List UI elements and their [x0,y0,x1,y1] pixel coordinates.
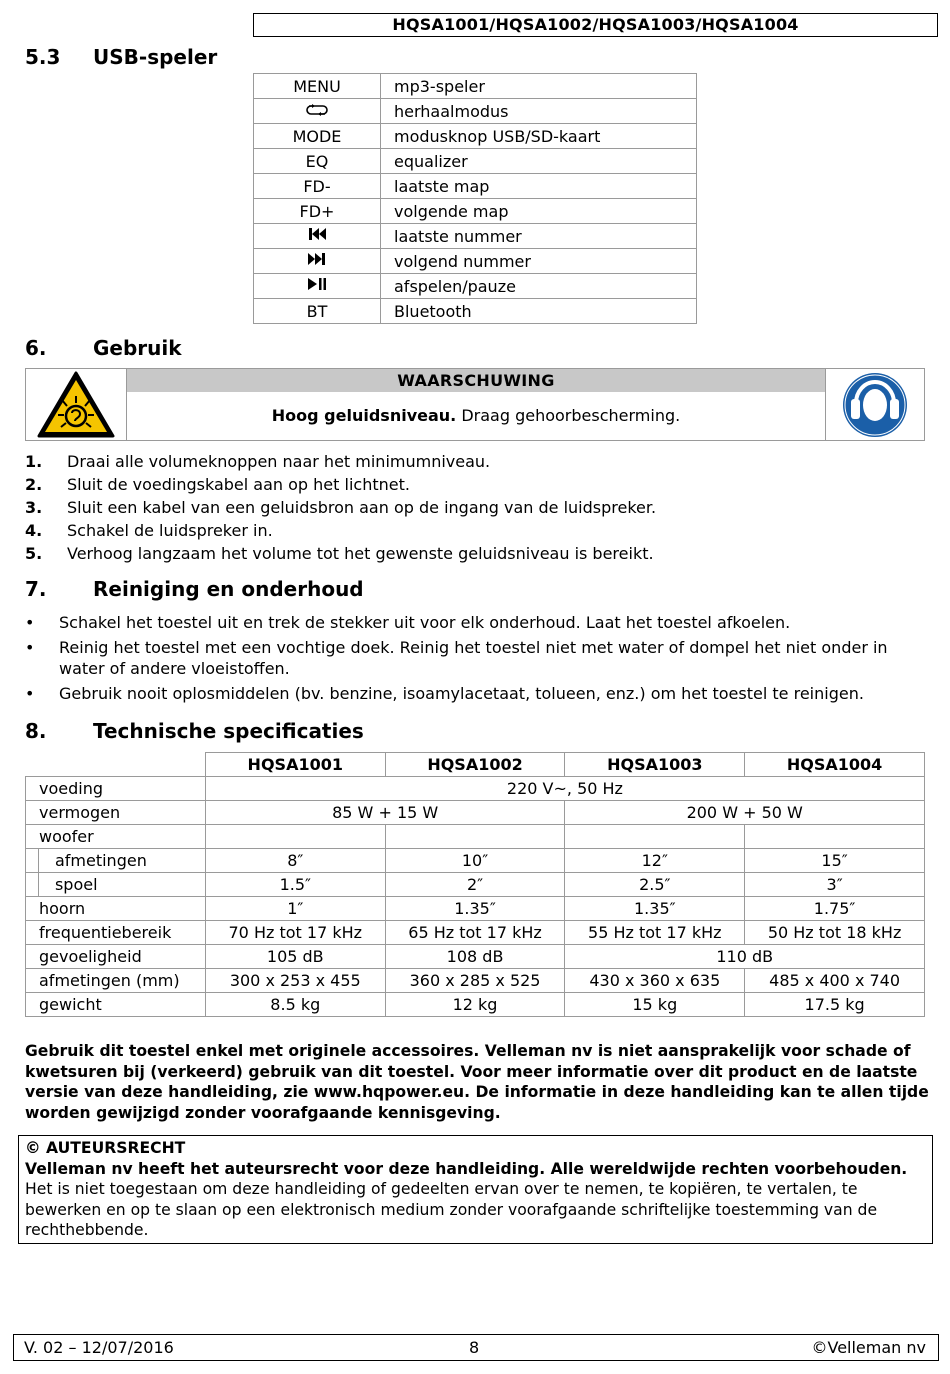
warning-message: Hoog geluidsniveau. Draag gehoorbescherming. [271,406,681,425]
company-credit: ©Velleman nv [811,1338,926,1357]
table-row: laatste nummer [254,224,697,249]
copyright-text: Velleman nv heeft het auteursrecht voor deze handleiding. Alle wereldwijde rechten voorbehouden. Het is niet toegestaan om deze handleiding of gedeelten ervan over te nemen, te kopiëren, te vertalen, te bewerken en op te slaan op een elektronisch medium zonder voorafgaande schriftelijke toestemming van de rechthebbende. [25,1159,908,1240]
table-row: hoorn 1″ 1.35″ 1.35″ 1.75″ [26,897,925,921]
table-row: MENU mp3-speler [254,74,697,99]
page-number: 8 [469,1338,480,1357]
copyright-box [18,1135,933,1244]
play-pause-icon [306,276,328,292]
section-heading-use: 6. Gebruik [25,336,182,360]
list-item: • Gebruik nooit oplosmiddelen (bv. benzine, isoamylacetaat, tolueen, enz.) om het toestel te reinigen. [25,684,864,703]
table-row: volgend nummer [254,249,697,274]
table-row: FD+ volgende map [254,199,697,224]
document-header [253,13,938,37]
table-row: voeding 220 V~, 50 Hz [26,777,925,801]
cleaning-bullets [25,612,925,704]
table-row: vermogen 85 W + 15 W 200 W + 50 W [26,801,925,825]
version-date: V. 02 – 12/07/2016 [24,1338,174,1357]
list-item: • Reinig het toestel met een vochtige doek. Reinig het toestel niet met water of dompel het niet onder in water of andere vloeistoffen. [25,638,888,678]
table-row: MODE modusknop USB/SD-kaart [254,124,697,149]
accessories-notice: Gebruik dit toestel enkel met originele accessoires. Velleman nv is niet aansprakelijk voor schade of kwetsuren bij (verkeerd) gebruik van dit toestel. Voor meer informatie over dit product en de laatste versie van deze handleiding, zie www.hqpower.eu. De informatie in deze handleiding kan te allen tijde worden gewijzigd zonder voorafgaande kennisgeving. [25,1042,929,1122]
table-row: BT Bluetooth [254,299,697,324]
table-row: spoel 1.5″ 2″ 2.5″ 3″ [26,873,925,897]
warning-box [25,368,925,441]
warning-heading: WAARSCHUWING [127,369,825,392]
table-row: gewicht 8.5 kg 12 kg 15 kg 17.5 kg [26,993,925,1017]
table-row: gevoeligheid 105 dB 108 dB 110 dB [26,945,925,969]
table-row: afmetingen 8″ 10″ 12″ 15″ [26,849,925,873]
repeat-icon [304,103,330,117]
previous-track-icon [306,226,328,242]
section-heading-cleaning: 7. Reiniging en onderhoud [25,577,364,601]
next-track-icon [306,251,328,267]
table-row: FD- laatste map [254,174,697,199]
model-title: HQSA1001/HQSA1002/HQSA1003/HQSA1004 [392,15,799,34]
list-item: • Schakel het toestel uit en trek de stekker uit voor elk onderhoud. Laat het toestel afkoelen. [25,613,791,632]
table-row: afmetingen (mm) 300 x 253 x 455 360 x 285 x 525 430 x 360 x 635 485 x 400 x 740 [26,969,925,993]
table-row: EQ equalizer [254,149,697,174]
ear-protection-icon [826,369,924,440]
table-row: HQSA1001 HQSA1002 HQSA1003 HQSA1004 [26,753,925,777]
spec-table [25,752,925,1017]
usb-controls-table [253,73,697,324]
table-row: afspelen/pauze [254,274,697,299]
table-row: herhaalmodus [254,99,697,124]
loud-noise-warning-icon [26,369,126,440]
section-heading-usb: 5.3 USB-speler [25,45,218,69]
copyright-title: © AUTEURSRECHT [25,1139,186,1157]
section-heading-specs: 8. Technische specificaties [25,719,364,743]
table-row: frequentiebereik 70 Hz tot 17 kHz 65 Hz tot 17 kHz 55 Hz tot 17 kHz 50 Hz tot 18 kHz [26,921,925,945]
page-footer [13,1334,939,1361]
table-row: woofer [26,825,925,849]
